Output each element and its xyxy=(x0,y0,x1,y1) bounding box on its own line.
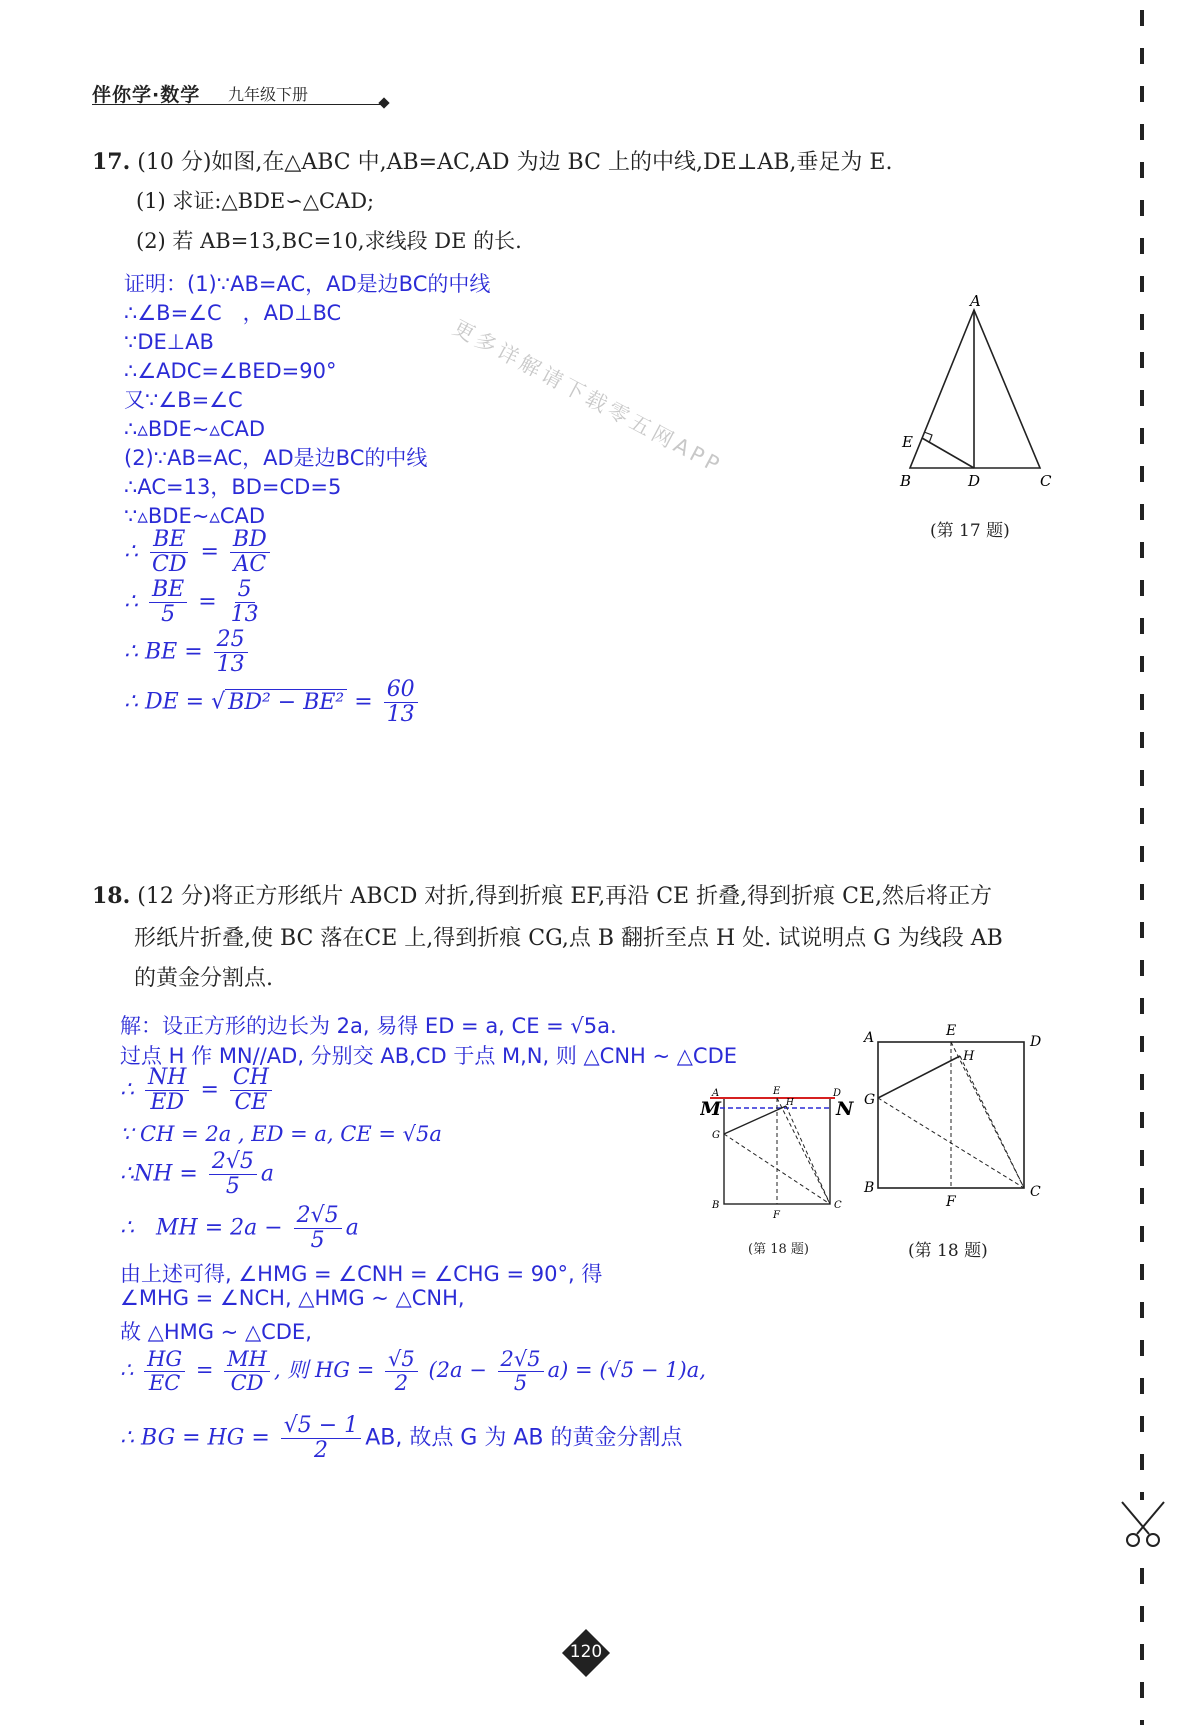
fraction xyxy=(209,1150,257,1199)
q18-sol-s1: 解：设正方形的边长为 2a, 易得 ED = a, CE = √5a. xyxy=(120,1014,617,1038)
q17-sol-line: ∴∠ADC=∠BED=90° xyxy=(124,359,337,383)
fraction xyxy=(498,1348,544,1395)
fraction-numerator: √5 − 1 xyxy=(281,1414,361,1439)
fraction-denominator: 5 xyxy=(513,1371,528,1396)
cut-line xyxy=(1140,10,1144,1725)
therefore-symbol: ∴ xyxy=(124,589,138,615)
label-f: F xyxy=(946,1194,956,1210)
q17-solution xyxy=(124,270,490,531)
fraction xyxy=(149,578,187,627)
q17-eq3 xyxy=(124,628,252,677)
fraction-numerator: 2√5 xyxy=(498,1348,544,1372)
q18-sol-s9: 故 △HMG ~ △CDE, xyxy=(120,1320,312,1344)
q18-sol-s3 xyxy=(120,1066,276,1115)
fraction-numerator: BD xyxy=(230,528,270,553)
q17-figure-caption: (第 17 题) xyxy=(930,521,1010,541)
q17-eq4 xyxy=(124,678,422,727)
equation-left: ∴ BG = HG = xyxy=(120,1425,270,1451)
label-a: A xyxy=(712,1088,720,1099)
label-c: C xyxy=(1040,472,1052,490)
equals-sign: = xyxy=(354,689,373,715)
equation-left: ∴ MH = 2a − xyxy=(120,1215,283,1241)
book-subtitle: 九年级下册 xyxy=(228,85,309,104)
label-d: D xyxy=(968,472,981,490)
fraction-numerator: 5 xyxy=(235,578,255,603)
equation-left: ∴NH = xyxy=(120,1161,198,1187)
q18-line1 xyxy=(92,880,992,913)
fraction-denominator: CD xyxy=(230,1371,264,1396)
fraction-numerator: 60 xyxy=(384,678,418,703)
therefore-symbol: ∴ xyxy=(120,1077,134,1103)
fraction xyxy=(214,628,248,677)
equals-sign: = xyxy=(200,1077,219,1103)
scissors-icon xyxy=(1118,1500,1168,1550)
fraction-numerator: BE xyxy=(149,578,187,603)
header-diamond-icon xyxy=(378,97,389,108)
page-number-badge xyxy=(563,1630,611,1678)
page-number: 120 xyxy=(569,1642,603,1662)
label-e: E xyxy=(773,1086,781,1097)
label-h: H xyxy=(786,1098,794,1108)
q17-sol-line: ∴∠B=∠C ，AD⊥BC xyxy=(124,301,342,325)
fold-cg xyxy=(724,1134,830,1204)
label-c: C xyxy=(1030,1184,1041,1200)
fraction-numerator: 2√5 xyxy=(294,1204,342,1229)
q17-stem: (10 分)如图,在△ABC 中,AB=AC,AD 为边 BC 上的中线,DE⊥AB,垂足为 E. xyxy=(137,150,893,175)
fraction xyxy=(281,1414,361,1463)
fraction-numerator: NH xyxy=(145,1066,189,1091)
fraction-denominator: 2 xyxy=(394,1371,409,1396)
fraction-numerator: √5 xyxy=(385,1348,418,1372)
fraction-numerator: CH xyxy=(230,1066,272,1091)
segment-gh xyxy=(878,1056,960,1098)
q18-figure-large xyxy=(860,1020,1050,1220)
triangle-abc xyxy=(910,310,1040,468)
q17-eq1 xyxy=(124,528,274,577)
fraction xyxy=(144,1348,185,1395)
q18-number: 18. xyxy=(92,883,131,909)
therefore-symbol: ∴ xyxy=(124,539,138,565)
label-b: B xyxy=(900,472,912,490)
equation-paren-right: a) xyxy=(547,1358,569,1383)
fraction-numerator: HG xyxy=(144,1348,185,1372)
fraction-denominator: 5 xyxy=(310,1228,325,1254)
q18-line3: 的黄金分割点. xyxy=(134,966,273,991)
fraction xyxy=(228,578,262,627)
q18-sol-s8: ∠MHG = ∠NCH, △HMG ~ △CNH, xyxy=(120,1286,465,1310)
q17-part2: (2) 若 AB=13,BC=10,求线段 DE 的长. xyxy=(136,229,522,253)
equation-tail: a xyxy=(260,1161,274,1187)
label-d: D xyxy=(833,1088,842,1099)
label-h: H xyxy=(963,1049,975,1064)
book-title: 伴你学·数学 xyxy=(92,84,201,106)
therefore-symbol: ∴ xyxy=(120,1358,134,1383)
fraction-numerator: BE xyxy=(150,528,188,553)
q17-sol-line: ∵DE⊥AB xyxy=(124,330,214,354)
fraction-denominator: 13 xyxy=(230,602,259,628)
equation-tail: = (√5 − 1)a, xyxy=(575,1358,706,1383)
fraction-denominator: AC xyxy=(233,552,267,578)
fraction-numerator: MH xyxy=(224,1348,270,1372)
fold-ce xyxy=(777,1098,830,1204)
label-f: F xyxy=(773,1210,780,1221)
fraction-denominator: EC xyxy=(148,1371,181,1396)
equation-paren-left: (2a − xyxy=(428,1358,487,1383)
q18-stem-1: (12 分)将正方形纸片 ABCD 对折,得到折痕 EF,再沿 CE 折叠,得到折痕 CE,然后将正方 xyxy=(137,884,992,909)
q17-sol-line: 证明：(1)∵AB=AC，AD是边BC的中线 xyxy=(124,272,491,296)
q18-sol-s6 xyxy=(120,1204,359,1253)
header-rule xyxy=(92,104,384,105)
label-d: D xyxy=(1030,1034,1042,1050)
label-c: C xyxy=(834,1200,842,1211)
fraction xyxy=(384,678,418,727)
fraction-denominator: CD xyxy=(152,552,187,578)
fraction-numerator: 2√5 xyxy=(209,1150,257,1175)
q18-figure-small-caption: (第 18 题) xyxy=(748,1242,809,1257)
label-g: G xyxy=(712,1130,720,1141)
label-e: E xyxy=(902,433,913,451)
q18-sol-s5 xyxy=(120,1150,274,1199)
q18-figure-small xyxy=(700,1082,860,1222)
label-e: E xyxy=(946,1023,957,1039)
fraction xyxy=(149,528,189,577)
q18-sol-s7: 由上述可得, ∠HMG = ∠CNH = ∠CHG = 90°, 得 xyxy=(120,1262,603,1286)
fraction-denominator: CE xyxy=(234,1090,268,1116)
fraction-numerator: 25 xyxy=(214,628,248,653)
equation-left: ∴ DE = xyxy=(124,689,205,715)
equals-sign: = xyxy=(195,1358,214,1383)
fraction xyxy=(230,528,270,577)
fraction-denominator: 5 xyxy=(225,1174,240,1200)
fraction xyxy=(294,1204,342,1253)
fraction-denominator: ED xyxy=(150,1090,185,1116)
sqrt-radicand: BD² − BE² xyxy=(225,689,347,715)
q18-figure-large-caption: (第 18 题) xyxy=(908,1241,988,1261)
sqrt-icon: √ xyxy=(211,689,226,715)
fraction-denominator: 13 xyxy=(386,702,415,728)
label-a: A xyxy=(970,292,981,310)
q18-sol-s2: 过点 H 作 MN//AD, 分别交 AB,CD 于点 M,N, 则 △CNH ~ △CDE xyxy=(120,1044,738,1068)
fraction-denominator: 13 xyxy=(216,652,245,678)
q17-sol-line: ∴AC=13，BD=CD=5 xyxy=(124,475,342,499)
fraction xyxy=(230,1066,272,1115)
equation-tail: AB, 故点 G 为 AB 的黄金分割点 xyxy=(365,1425,683,1451)
q17-sol-line: ∴▵BDE~▵CAD xyxy=(124,417,266,441)
label-a: A xyxy=(864,1030,875,1046)
q18-line2: 形纸片折叠,使 BC 落在CE 上,得到折痕 CG,点 B 翻折至点 H 处. 试说明点 G 为线段 AB xyxy=(134,926,1003,951)
equals-sign: = xyxy=(200,539,219,565)
fraction xyxy=(224,1348,270,1395)
q17-figure xyxy=(880,290,1070,520)
q17-stem-line xyxy=(92,146,892,179)
watermark: 更多详解请下载零五网APP xyxy=(448,315,727,479)
fold-cg xyxy=(878,1098,1024,1188)
equation-mid: , 则 HG = xyxy=(273,1358,375,1383)
q17-sol-line: ∵▵BDE~▵CAD xyxy=(124,504,266,528)
q17-part1: (1) 求证:△BDE∽△CAD; xyxy=(136,189,375,213)
equation-left: ∴ BE = xyxy=(124,639,203,665)
q18-sol-s10 xyxy=(120,1348,706,1395)
label-b: B xyxy=(712,1200,720,1211)
label-m: M xyxy=(700,1098,722,1120)
label-g: G xyxy=(864,1092,876,1108)
q18-sol-s11 xyxy=(120,1414,682,1463)
label-n: N xyxy=(836,1098,854,1120)
q17-sol-line: (2)∵AB=AC，AD是边BC的中线 xyxy=(124,446,428,470)
fraction-denominator: 5 xyxy=(161,602,176,628)
fraction xyxy=(385,1348,418,1395)
equals-sign: = xyxy=(198,589,217,615)
label-b: B xyxy=(864,1180,875,1196)
q17-number: 17. xyxy=(92,149,131,175)
q17-eq2 xyxy=(124,578,266,627)
q17-sol-line: 又∵∠B=∠C xyxy=(124,388,243,412)
equation-tail: a xyxy=(345,1215,359,1241)
fraction xyxy=(145,1066,189,1115)
q18-sol-s4: ∵ CH = 2a , ED = a, CE = √5a xyxy=(120,1122,442,1146)
fraction-denominator: 2 xyxy=(313,1438,328,1464)
